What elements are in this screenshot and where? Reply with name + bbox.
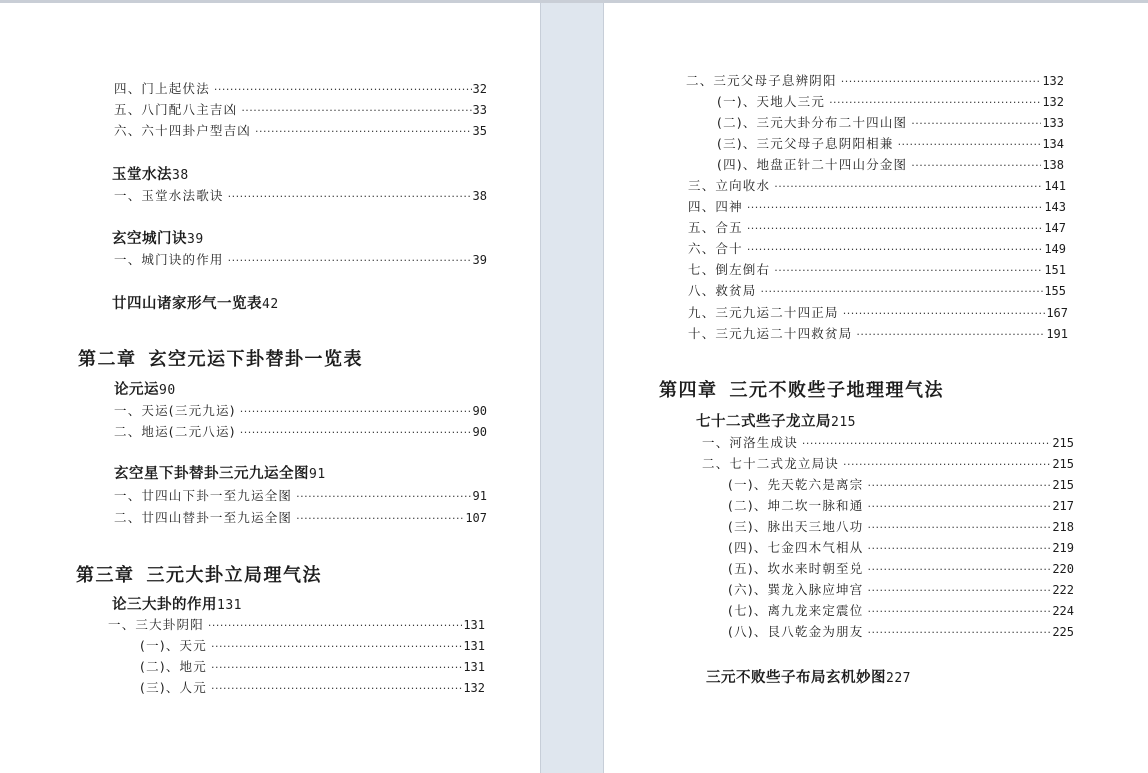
entry-text: (二)、地元 bbox=[140, 659, 207, 674]
toc-entry[interactable] bbox=[114, 403, 487, 420]
toc-entry[interactable] bbox=[140, 638, 485, 655]
section-heading[interactable] bbox=[112, 166, 189, 185]
dot-leader bbox=[911, 158, 1041, 174]
dot-leader bbox=[211, 660, 462, 676]
entry-text: (三)、三元父母子息阴阳相兼 bbox=[717, 136, 894, 151]
dot-leader bbox=[843, 306, 1046, 322]
page-number: 134 bbox=[1042, 137, 1064, 151]
dot-leader bbox=[867, 478, 1051, 494]
dot-leader bbox=[843, 457, 1051, 473]
toc-entry[interactable] bbox=[686, 73, 1064, 90]
toc-entry[interactable] bbox=[688, 220, 1066, 237]
toc-entry[interactable] bbox=[728, 498, 1074, 515]
entry-text: (一)、天地人三元 bbox=[717, 94, 826, 109]
entry-text: (八)、艮八乾金为朋友 bbox=[728, 624, 864, 639]
section-page: 91 bbox=[309, 467, 326, 482]
toc-entry[interactable] bbox=[728, 582, 1074, 599]
page-number: 132 bbox=[463, 681, 485, 695]
dot-leader bbox=[867, 541, 1051, 557]
toc-entry[interactable] bbox=[688, 283, 1066, 300]
entry-text: 二、三元父母子息辨阴阳 bbox=[686, 73, 837, 88]
section-title: 玉堂水法 bbox=[112, 167, 172, 183]
page-number: 39 bbox=[472, 253, 487, 267]
entry-text: (四)、七金四木气相从 bbox=[728, 540, 864, 555]
toc-entry[interactable] bbox=[688, 305, 1068, 322]
toc-entry[interactable] bbox=[114, 123, 487, 140]
dot-leader bbox=[211, 639, 462, 655]
page-number: 215 bbox=[1052, 457, 1074, 471]
page-number: 155 bbox=[1044, 284, 1066, 298]
page-number: 131 bbox=[463, 618, 485, 632]
dot-leader bbox=[240, 425, 472, 441]
chapter-heading[interactable] bbox=[78, 349, 363, 371]
page-number: 224 bbox=[1052, 604, 1074, 618]
dot-leader bbox=[747, 242, 1044, 258]
entry-text: (一)、天元 bbox=[140, 638, 207, 653]
chapter-title: 玄空元运下卦替卦一览表 bbox=[148, 349, 363, 370]
toc-entry[interactable] bbox=[140, 659, 485, 676]
dot-leader bbox=[911, 116, 1041, 132]
dot-leader bbox=[240, 404, 472, 420]
page-number: 35 bbox=[472, 124, 487, 138]
dot-leader bbox=[747, 200, 1044, 216]
section-title: 玄空城门诀 bbox=[112, 231, 187, 247]
dot-leader bbox=[241, 103, 471, 119]
section-page: 42 bbox=[262, 297, 279, 312]
entry-text: 十、三元九运二十四救贫局 bbox=[688, 326, 853, 341]
toc-entry[interactable] bbox=[114, 488, 487, 505]
page-number: 107 bbox=[465, 511, 487, 525]
entry-text: 一、玉堂水法歌诀 bbox=[114, 188, 224, 203]
toc-entry[interactable] bbox=[717, 136, 1064, 153]
toc-entry[interactable] bbox=[114, 102, 487, 119]
toc-entry[interactable] bbox=[688, 326, 1068, 343]
toc-entry[interactable] bbox=[688, 178, 1066, 195]
page-number: 217 bbox=[1052, 499, 1074, 513]
toc-entry[interactable] bbox=[728, 519, 1074, 536]
dot-leader bbox=[841, 74, 1042, 90]
dot-leader bbox=[296, 489, 471, 505]
section-heading[interactable] bbox=[112, 230, 204, 249]
entry-text: (五)、坎水来时朝至兑 bbox=[728, 561, 864, 576]
section-heading[interactable] bbox=[696, 413, 856, 432]
chapter-label: 第二章 bbox=[78, 349, 137, 370]
entry-text: (三)、脉出天三地八功 bbox=[728, 519, 864, 534]
page-number: 91 bbox=[472, 489, 487, 503]
entry-text: 六、合十 bbox=[688, 241, 743, 256]
right-page[interactable] bbox=[604, 3, 1148, 773]
entry-text: 一、三大卦阴阳 bbox=[108, 617, 204, 632]
section-page: 131 bbox=[217, 598, 242, 613]
entry-text: (二)、三元大卦分布二十四山图 bbox=[717, 115, 908, 130]
entry-text: 九、三元九运二十四正局 bbox=[688, 305, 839, 320]
entry-text: 五、八门配八主吉凶 bbox=[114, 102, 238, 117]
toc-entry[interactable] bbox=[728, 561, 1074, 578]
section-page: 38 bbox=[172, 168, 189, 183]
entry-text: 六、六十四卦户型吉凶 bbox=[114, 123, 252, 138]
dot-leader bbox=[214, 82, 472, 98]
dot-leader bbox=[856, 327, 1045, 343]
chapter-heading[interactable] bbox=[659, 380, 944, 402]
page-number: 131 bbox=[463, 639, 485, 653]
entry-text: 四、门上起伏法 bbox=[114, 81, 210, 96]
dot-leader bbox=[208, 618, 462, 634]
entry-text: 一、廿四山下卦一至九运全图 bbox=[114, 488, 293, 503]
entry-text: 七、倒左倒右 bbox=[688, 262, 771, 277]
chapter-label: 第四章 bbox=[659, 380, 718, 401]
toc-entry[interactable] bbox=[114, 188, 487, 205]
section-page: 39 bbox=[187, 232, 204, 247]
dot-leader bbox=[747, 221, 1044, 237]
entry-text: 二、地运(二元八运) bbox=[114, 424, 236, 439]
section-title: 七十二式些子龙立局 bbox=[696, 414, 831, 430]
page-number: 33 bbox=[472, 103, 487, 117]
chapter-title: 三元大卦立局理气法 bbox=[146, 565, 322, 586]
section-heading[interactable] bbox=[112, 295, 279, 314]
entry-text: (一)、先天乾六是离宗 bbox=[728, 477, 864, 492]
toc-entry[interactable] bbox=[140, 680, 485, 697]
page-number: 32 bbox=[472, 82, 487, 96]
page-number: 225 bbox=[1052, 625, 1074, 639]
entry-text: 四、四神 bbox=[688, 199, 743, 214]
page-number: 90 bbox=[472, 425, 487, 439]
entry-text: 八、救贫局 bbox=[688, 283, 757, 298]
dot-leader bbox=[774, 179, 1043, 195]
section-page: 90 bbox=[159, 383, 176, 398]
entry-text: 一、天运(三元九运) bbox=[114, 403, 236, 418]
section-page: 227 bbox=[886, 671, 911, 686]
toc-entry[interactable] bbox=[688, 262, 1066, 279]
section-title: 廿四山诸家形气一览表 bbox=[112, 296, 262, 312]
toc-entry[interactable] bbox=[728, 540, 1074, 557]
page-number: 132 bbox=[1042, 74, 1064, 88]
section-heading[interactable] bbox=[706, 669, 911, 688]
toc-entry[interactable] bbox=[688, 241, 1066, 258]
section-title: 论元运 bbox=[114, 382, 159, 398]
dot-leader bbox=[211, 681, 462, 697]
page-number: 133 bbox=[1042, 116, 1064, 130]
dot-leader bbox=[867, 583, 1051, 599]
toc-entry[interactable] bbox=[717, 115, 1064, 132]
entry-text: 二、廿四山替卦一至九运全图 bbox=[114, 510, 293, 525]
page-number: 147 bbox=[1044, 221, 1066, 235]
page-number: 218 bbox=[1052, 520, 1074, 534]
section-title: 玄空星下卦替卦三元九运全图 bbox=[114, 466, 309, 482]
page-number: 132 bbox=[1042, 95, 1064, 109]
toc-entry[interactable] bbox=[114, 424, 487, 441]
page-number: 220 bbox=[1052, 562, 1074, 576]
toc-entry[interactable] bbox=[702, 435, 1074, 452]
dot-leader bbox=[867, 499, 1051, 515]
dot-leader bbox=[867, 625, 1051, 641]
page-number: 219 bbox=[1052, 541, 1074, 555]
chapter-heading[interactable] bbox=[76, 565, 322, 587]
toc-entry[interactable] bbox=[717, 94, 1064, 111]
page-number: 131 bbox=[463, 660, 485, 674]
chapter-title: 三元不败些子地理理气法 bbox=[729, 380, 944, 401]
toc-entry[interactable] bbox=[728, 624, 1074, 641]
entry-text: (二)、坤二坎一脉和通 bbox=[728, 498, 864, 513]
toc-entry[interactable] bbox=[717, 157, 1064, 174]
entry-text: 二、七十二式龙立局诀 bbox=[702, 456, 840, 471]
toc-entry[interactable] bbox=[728, 603, 1074, 620]
dot-leader bbox=[867, 604, 1051, 620]
dot-leader bbox=[774, 263, 1043, 279]
page-number: 191 bbox=[1046, 327, 1068, 341]
toc-entry[interactable] bbox=[728, 477, 1074, 494]
section-title: 论三大卦的作用 bbox=[112, 597, 217, 613]
entry-text: (六)、巽龙入脉应坤宫 bbox=[728, 582, 864, 597]
toc-entry[interactable] bbox=[114, 510, 487, 527]
dot-leader bbox=[296, 511, 464, 527]
entry-text: 一、河洛生成诀 bbox=[702, 435, 798, 450]
entry-text: (三)、人元 bbox=[140, 680, 207, 695]
left-page[interactable] bbox=[0, 3, 540, 773]
page-number: 215 bbox=[1052, 478, 1074, 492]
page-number: 222 bbox=[1052, 583, 1074, 597]
page-number: 167 bbox=[1046, 306, 1068, 320]
toc-entry[interactable] bbox=[108, 617, 485, 634]
dot-leader bbox=[761, 284, 1044, 300]
toc-entry[interactable] bbox=[688, 199, 1066, 216]
entry-text: 三、立向收水 bbox=[688, 178, 771, 193]
dot-leader bbox=[228, 253, 472, 269]
toc-entry[interactable] bbox=[114, 252, 487, 269]
dot-leader bbox=[898, 137, 1042, 153]
entry-text: 五、合五 bbox=[688, 220, 743, 235]
page-number: 90 bbox=[472, 404, 487, 418]
toc-entry[interactable] bbox=[702, 456, 1074, 473]
entry-text: (七)、离九龙来定震位 bbox=[728, 603, 864, 618]
chapter-label: 第三章 bbox=[76, 565, 135, 586]
page-number: 143 bbox=[1044, 200, 1066, 214]
section-page: 215 bbox=[831, 415, 856, 430]
page-number: 141 bbox=[1044, 179, 1066, 193]
section-heading[interactable] bbox=[112, 596, 242, 615]
entry-text: (四)、地盘正针二十四山分金图 bbox=[717, 157, 908, 172]
toc-entry[interactable] bbox=[114, 81, 487, 98]
page-number: 138 bbox=[1042, 158, 1064, 172]
page-number: 151 bbox=[1044, 263, 1066, 277]
section-heading[interactable] bbox=[114, 381, 176, 400]
dot-leader bbox=[228, 189, 472, 205]
dot-leader bbox=[867, 520, 1051, 536]
dot-leader bbox=[829, 95, 1041, 111]
page-number: 38 bbox=[472, 189, 487, 203]
entry-text: 一、城门诀的作用 bbox=[114, 252, 224, 267]
page-number: 149 bbox=[1044, 242, 1066, 256]
dot-leader bbox=[802, 436, 1051, 452]
page-gutter bbox=[540, 3, 604, 773]
page-number: 215 bbox=[1052, 436, 1074, 450]
section-heading[interactable] bbox=[114, 465, 326, 484]
section-title: 三元不败些子布局玄机妙图 bbox=[706, 670, 886, 686]
dot-leader bbox=[255, 124, 472, 140]
dot-leader bbox=[867, 562, 1051, 578]
